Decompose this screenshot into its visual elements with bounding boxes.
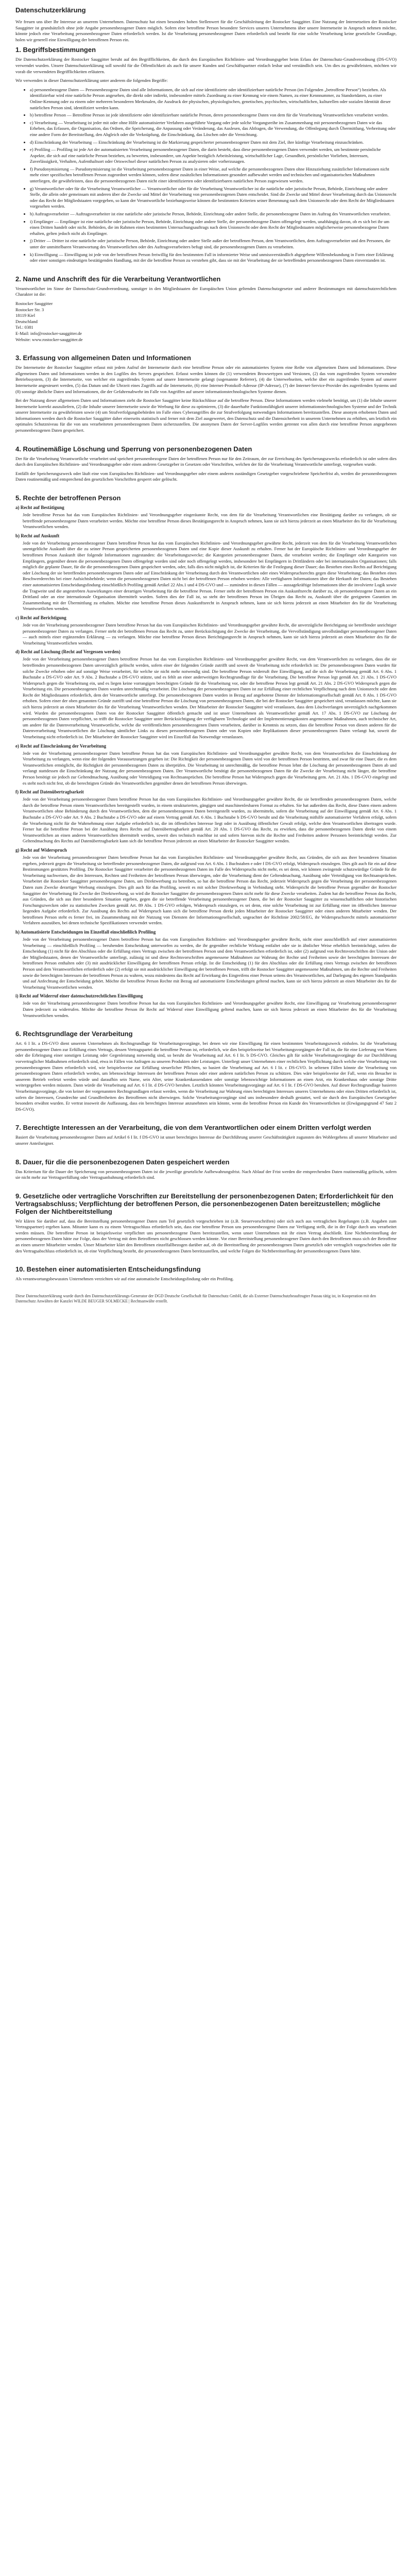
- right-text: Jede von der Verarbeitung personenbezogener Daten betroffene Person hat das vom Europäischen Richtlinien- und Verordnungsgeber gewährte Recht, die unverzügliche Berichtigung sie betreffender unrichtiger personenbezogener Daten zu verlangen. Ferner steht der betroffenen Person das Recht zu, unter Berücksichtigung der Zwecke der Verarbeitung, die Vervollständigung unvollständiger personenbezogener Daten — auch mittels einer ergänzenden Erklärung — zu verlangen. Möchte eine betroffene Person dieses Berichtigungsrecht in Anspruch nehmen, kann sie sich hierzu jederzeit an einen Mitarbeiter des für die Verarbeitung Verantwortlichen wenden.: [23, 622, 397, 646]
- right-text: Jede von der Verarbeitung personenbezogener Daten betroffene Person hat das vom Europäischen Richtlinien- und Verordnungsgeber gewährte Recht, eine Einwilligung zur Verarbeitung personenbezogener Daten jederzeit zu widerrufen. Möchte die betroffene Person ihr Recht auf Widerruf einer Einwilligung geltend machen, kann sie sich hierzu jederzeit an einen Mitarbeiter des für die Verarbeitung Verantwortlichen wenden.: [23, 1001, 397, 1018]
- right-text: Jede von der Verarbeitung personenbezogener Daten betroffene Person hat das vom Europäischen Richtlinien- und Verordnungsgeber gewährte Recht, jederzeit von dem für die Verarbeitung Verantwortlichen unentgeltliche Auskunft über die zu seiner Person gespeicherten personenbezogenen Daten und eine Kopie dieser Auskunft zu erhalten. Ferner hat der Europäische Richtlinien- und Verordnungsgeber der betroffenen Person Auskunft über folgende Informationen zugestanden: die Verarbeitungszwecke; die Kategorien personenbezogener Daten, die verarbeitet werden; die Empfänger oder Kategorien von Empfängern, gegenüber denen die personenbezogenen Daten offengelegt worden sind oder noch offengelegt werden, insbesondere bei Empfängern in Drittländern oder bei internationalen Organisationen; falls möglich die geplante Dauer, für die die personenbezogenen Daten gespeichert werden, oder, falls dies nicht möglich ist, die Kriterien für die Festlegung dieser Dauer; das Bestehen eines Rechts auf Berichtigung oder Löschung der sie betreffenden personenbezogenen Daten oder auf Einschränkung der Verarbeitung durch den Verantwortlichen oder eines Widerspruchsrechts gegen diese Verarbeitung; das Bestehen eines Beschwerderechts bei einer Aufsichtsbehörde; wenn die personenbezogenen Daten nicht bei der betroffenen Person erhoben werden: Alle verfügbaren Informationen über die Herkunft der Daten; das Bestehen einer automatisierten Entscheidungsfindung einschließlich Profiling gemäß Artikel 22 Abs.1 und 4 DS-GVO und — zumindest in diesen Fällen — aussagekräftige Informationen über die involvierte Logik sowie die Tragweite und die angestrebten Auswirkungen einer derartigen Verarbeitung für die betroffene Person. Ferner steht der betroffenen Person ein Auskunftsrecht darüber zu, ob personenbezogene Daten an ein Drittland oder an eine internationale Organisation übermittelt wurden. Sofern dies der Fall ist, so steht der betroffenen Person im Übrigen das Recht zu, Auskunft über die geeigneten Garantien im Zusammenhang mit der Übermittlung zu erhalten. Möchte eine betroffene Person dieses Auskunftsrecht in Anspruch nehmen, kann sie sich hierzu jederzeit an einen Mitarbeiter des für die Verarbeitung Verantwortlichen wenden.: [23, 540, 397, 612]
- right-heading: h) Automatisierte Entscheidungen im Einzelfall einschließlich Profiling: [15, 929, 156, 935]
- right-heading: c) Recht auf Berichtigung: [15, 615, 66, 620]
- address-line: Tel.: 0381: [15, 325, 33, 330]
- section-paragraph: Als verantwortungsbewusstes Unternehmen verzichten wir auf eine automatische Entscheidungsfindung oder ein Profiling.: [15, 1276, 234, 1282]
- right-heading: a) Recht auf Bestätigung: [15, 505, 64, 511]
- right-text: Jede von der Verarbeitung personenbezogener Daten betroffene Person hat das vom Europäischen Richtlinien- und Verordnungsgeber gewährte Recht, von dem Verantwortlichen zu verlangen, dass die sie betreffenden personenbezogenen Daten unverzüglich gelöscht werden, sofern einer der folgenden Gründe zutrifft und soweit die Verarbeitung nicht erforderlich ist: Die personenbezogenen Daten wurden für solche Zwecke erhoben oder auf sonstige Weise verarbeitet, für welche sie nicht mehr notwendig sind. Die betroffene Person widerruft ihre Einwilligung, auf die sich die Verarbeitung gemäß Art. 6 Abs. 1 Buchstabe a DS-GVO oder Art. 9 Abs. 2 Buchstabe a DS-GVO stützte, und es fehlt an einer anderweitigen Rechtsgrundlage für die Verarbeitung. Die betroffene Person legt gemäß Art. 21 Abs. 1 DS-GVO Widerspruch gegen die Verarbeitung ein, und es liegen keine vorrangigen berechtigten Gründe für die Verarbeitung vor, oder die betroffene Person legt gemäß Art. 21 Abs. 2 DS-GVO Widerspruch gegen die Verarbeitung ein. Die personenbezogenen Daten wurden unrechtmäßig verarbeitet. Die Löschung der personenbezogenen Daten ist zur Erfüllung einer rechtlichen Verpflichtung nach dem Unionsrecht oder dem Recht der Mitgliedstaaten erforderlich, dem der Verantwortliche unterliegt. Die personenbezogenen Daten wurden in Bezug auf angebotene Dienste der Informationsgesellschaft gemäß Art. 8 Abs. 1 DS-GVO erhoben. Sofern einer der oben genannten Gründe zutrifft und eine betroffene Person die Löschung von personenbezogenen Daten, die bei der Rostocker Sauggitter gespeichert sind, veranlassen möchte, kann sie sich hierzu jederzeit an einen Mitarbeiter des für die Verarbeitung Verantwortlichen wenden. Der Mitarbeiter der Rostocker Sauggitter wird veranlassen, dass dem Löschverlangen unverzüglich nachgekommen wird. Wurden die personenbezogenen Daten von der Rostocker Sauggitter öffentlich gemacht und ist unser Unternehmen als Verantwortlicher gemäß Art. 17 Abs. 1 DS-GVO zur Löschung der personenbezogenen Daten verpflichtet, so trifft die Rostocker Sauggitter unter Berücksichtigung der verfügbaren Technologie und der Implementierungskosten angemessene Maßnahmen, auch technischer Art, um andere für die Datenverarbeitung Verantwortliche, welche die veröffentlichten personenbezogenen Daten verarbeiten, darüber in Kenntnis zu setzen, dass die betroffene Person von diesen anderen für die Datenverarbeitung Verantwortlichen die Löschung sämtlicher Links zu diesen personenbezogenen Daten oder von Kopien oder Replikationen dieser personenbezogenen Daten verlangt hat, soweit die Verarbeitung nicht erforderlich ist. Der Mitarbeiter der Rostocker Sauggitter wird im Einzelfall das Notwendige veranlassen.: [23, 656, 397, 740]
- definition-item: • k) Einwilligung — Einwilligung ist jede von der betroffenen Person freiwillig für den bestimmten Fall in informierter Weise und unmissverständlich abgegebene Willensbekundung in Form einer Erklärung oder einer sonstigen eindeutigen bestätigenden Handlung, mit der die betroffene Person zu verstehen gibt, dass sie mit der Verarbeitung der sie betreffenden personenbezogenen Daten einverstanden ist.: [30, 252, 397, 264]
- definition-item: • d) Einschränkung der Verarbeitung — Einschränkung der Verarbeitung ist die Markierung gespeicherter personenbezogener Daten mit dem Ziel, ihre künftige Verarbeitung einzuschränken.: [30, 140, 397, 146]
- section: [15, 1158, 397, 1181]
- address-line: Rostocker Sauggitter: [15, 300, 53, 306]
- section: [15, 494, 397, 1019]
- definition-item: • e) Profiling — Profiling ist jede Art der automatisierten Verarbeitung personenbezogener Daten, die darin besteht, dass diese personenbezogenen Daten verwendet werden, um bestimmte persönliche Aspekte, die sich auf eine natürliche Person beziehen, zu bewerten, insbesondere, um Aspekte bezüglich Arbeitsleistung, wirtschaftlicher Lage, Gesundheit, persönlicher Vorlieben, Interessen, Zuverlässigkeit, Verhalten, Aufenthaltsort oder Ortswechsel dieser natürlichen Person zu analysieren oder vorherzusagen.: [30, 147, 397, 165]
- definitions-list: [15, 87, 397, 264]
- section-heading: 1. Begriffsbestimmungen: [15, 46, 96, 54]
- section: [15, 445, 397, 483]
- definition-item: • i) Empfänger — Empfänger ist eine natürliche oder juristische Person, Behörde, Einrichtung oder andere Stelle, der personenbezogene Daten offengelegt werden, unabhängig davon, ob es sich bei ihr um einen Dritten handelt oder nicht. Behörden, die im Rahmen eines bestimmten Untersuchungsauftrags nach dem Unionsrecht oder dem Recht der Mitgliedstaaten möglicherweise personenbezogene Daten erhalten, gelten jedoch nicht als Empfänger.: [30, 219, 397, 237]
- section-heading: 5. Rechte der betroffenen Person: [15, 494, 121, 502]
- section-paragraph: Basiert die Verarbeitung personenbezogener Daten auf Artikel 6 I lit. f DS-GVO ist unser berechtigtes Interesse die Durchführung unserer Geschäftstätigkeit zugunsten des Wohlergehens all unserer Mitarbeiter und unserer Anteilseigner.: [15, 1134, 397, 1146]
- controller-address: [15, 301, 397, 343]
- section-paragraph: Art. 6 I lit. a DS-GVO dient unserem Unternehmen als Rechtsgrundlage für Verarbeitungsvorgänge, bei denen wir eine Einwilligung für einen bestimmten Verarbeitungszweck einholen. Ist die Verarbeitung personenbezogener Daten zur Erfüllung eines Vertrags, dessen Vertragspartei die betroffene Person ist, erforderlich, wie dies beispielsweise bei Verarbeitungsvorgängen der Fall ist, die für eine Lieferung von Waren oder die Erbringung einer sonstigen Leistung oder Gegenleistung notwendig sind, so beruht die Verarbeitung auf Art. 6 I lit. b DS-GVO. Gleiches gilt für solche Verarbeitungsvorgänge die zur Durchführung vorvertraglicher Maßnahmen erforderlich sind, etwa in Fällen von Anfragen zu unseren Produkten oder Leistungen. Unterliegt unser Unternehmen einer rechtlichen Verpflichtung durch welche eine Verarbeitung von personenbezogenen Daten erforderlich wird, wie beispielsweise zur Erfüllung steuerlicher Pflichten, so basiert die Verarbeitung auf Art. 6 I lit. c DS-GVO. In seltenen Fällen könnte die Verarbeitung von personenbezogenen Daten erforderlich werden, um lebenswichtige Interessen der betroffenen Person oder einer anderen natürlichen Person zu schützen. Dies wäre beispielsweise der Fall, wenn ein Besucher in unserem Betrieb verletzt werden würde und daraufhin sein Name, sein Alter, seine Krankenkassendaten oder sonstige lebenswichtige Informationen an einen Arzt, ein Krankenhaus oder sonstige Dritte weitergegeben werden müssten. Dann würde die Verarbeitung auf Art. 6 I lit. d DS-GVO beruhen. Letztlich könnten Verarbeitungsvorgänge auf Art. 6 I lit. f DS-GVO beruhen. Auf dieser Rechtsgrundlage basieren Verarbeitungsvorgänge, die von keiner der vorgenannten Rechtsgrundlagen erfasst werden, wenn die Verarbeitung zur Wahrung eines berechtigten Interesses unseres Unternehmens oder eines Dritten erforderlich ist, sofern die Interessen, Grundrechte und Grundfreiheiten des Betroffenen nicht überwiegen. Solche Verarbeitungsvorgänge sind uns insbesondere deshalb gestattet, weil sie durch den Europäischen Gesetzgeber besonders erwähnt wurden. Er vertrat insoweit die Auffassung, dass ein berechtigtes Interesse anzunehmen sein könnte, wenn die betroffene Person ein Kunde des Verantwortlichen ist (Erwägungsgrund 47 Satz 2 DS-GVO).: [15, 1041, 397, 1112]
- right-text: Jede von der Verarbeitung personenbezogener Daten betroffene Person hat das vom Europäischen Richtlinien- und Verordnungsgeber gewährte Recht, die sie betreffenden personenbezogenen Daten, welche durch die betroffene Person einem Verantwortlichen bereitgestellt wurden, in einem strukturierten, gängigen und maschinenlesbaren Format zu erhalten. Sie hat außerdem das Recht, diese Daten einem anderen Verantwortlichen ohne Behinderung durch den Verantwortlichen, dem die personenbezogenen Daten bereitgestellt wurden, zu übermitteln, sofern die Verarbeitung auf der Einwilligung gemäß Art. 6 Abs. 1 Buchstabe a DS-GVO oder Art. 9 Abs. 2 Buchstabe a DS-GVO oder auf einem Vertrag gemäß Art. 6 Abs. 1 Buchstabe b DS-GVO beruht und die Verarbeitung mithilfe automatisierter Verfahren erfolgt, sofern die Verarbeitung nicht für die Wahrnehmung einer Aufgabe erforderlich ist, die im öffentlichen Interesse liegt oder in Ausübung öffentlicher Gewalt erfolgt, welche dem Verantwortlichen übertragen wurde. Ferner hat die betroffene Person bei der Ausübung ihres Rechts auf Datenübertragbarkeit gemäß Art. 20 Abs. 1 DS-GVO das Recht, zu erwirken, dass die personenbezogenen Daten direkt von einem Verantwortlichen an einen anderen Verantwortlichen übermittelt werden, soweit dies technisch machbar ist und sofern hiervon nicht die Rechte und Freiheiten anderer Personen beeinträchtigt werden. Zur Geltendmachung des Rechts auf Datenübertragbarkeit kann sich die betroffene Person jederzeit an einen Mitarbeiter der Rostocker Sauggitter wenden.: [23, 796, 397, 844]
- section: [15, 354, 397, 434]
- address-line[interactable]: E-Mail: info@rostocker-sauggitter.de: [15, 330, 82, 336]
- section-heading: 2. Name und Anschrift des für die Verarbeitung Verantwortlichen: [15, 275, 221, 283]
- section-heading: 8. Dauer, für die die personenbezogenen Daten gespeichert werden: [15, 1158, 230, 1166]
- address-line: 18119 Kiel: [15, 313, 36, 318]
- right-heading: i) Recht auf Widerruf einer datenschutzrechtlichen Einwilligung: [15, 993, 143, 999]
- privacy-policy-page: [15, 0, 397, 1304]
- section-paragraph: Verantwortlicher im Sinne der Datenschutz-Grundverordnung, sonstiger in den Mitgliedstaaten der Europäischen Union geltenden Datenschutzgesetze und anderer Bestimmungen mit datenschutzrechtlichem Charakter ist die:: [15, 285, 397, 297]
- intro-paragraph: Wir freuen uns über Ihr Interesse an unserem Unternehmen. Datenschutz hat einen besonders hohen Stellenwert für die Geschäftsleitung der Rostocker Sauggitter. Eine Nutzung der Internetseiten der Rostocker Sauggitter ist grundsätzlich ohne jede Angabe personenbezogener Daten möglich. Sofern eine betroffene Person besondere Services unseres Unternehmens über unsere Internetseite in Anspruch nehmen möchte, könnte jedoch eine Verarbeitung personenbezogener Daten erforderlich werden. Ist die Verarbeitung personenbezogener Daten erforderlich und besteht für eine solche Verarbeitung keine gesetzliche Grundlage, holen wir generell eine Einwilligung der betroffenen Person ein.: [15, 19, 397, 42]
- section-heading: 7. Berechtigte Interessen an der Verarbeitung, die von dem Verantwortlichen oder einem Dritten verfolgt werden: [15, 1124, 371, 1132]
- address-line[interactable]: Website: www.rostocker-sauggitter.de: [15, 336, 83, 342]
- document-title: Datenschutzerklärung: [15, 6, 86, 14]
- section: [15, 46, 397, 263]
- section-heading: 9. Gesetzliche oder vertragliche Vorschriften zur Bereitstellung der personenbezogenen Daten; Erforderlichkeit für den Vertragsabschluss; Verpflichtung der betroffenen Person, die personenbezogenen Daten bereitzustellen; mögliche Folgen der Nichtbereitstellung: [15, 1192, 393, 1215]
- section: [15, 1192, 397, 1255]
- definition-item: • c) Verarbeitung — Verarbeitung ist jeder mit oder ohne Hilfe automatisierter Verfahren ausgeführte Vorgang oder jede solche Vorgangsreihe im Zusammenhang mit personenbezogenen Daten wie das Erheben, das Erfassen, die Organisation, das Ordnen, die Speicherung, die Anpassung oder Veränderung, das Auslesen, das Abfragen, die Verwendung, die Offenlegung durch Übermittlung, Verbreitung oder eine andere Form der Bereitstellung, den Abgleich oder die Verknüpfung, die Einschränkung, das Löschen oder die Vernichtung.: [30, 120, 397, 138]
- right-heading: e) Recht auf Einschränkung der Verarbeitung: [15, 743, 107, 749]
- section-paragraph: Die Internetseite der Rostocker Sauggitter erfasst mit jedem Aufruf der Internetseite durch eine betroffene Person oder ein automatisiertes System eine Reihe von allgemeinen Daten und Informationen. Diese allgemeinen Daten und Informationen werden in den Logfiles des Servers gespeichert. Erfasst werden können die (1) verwendeten Browsertypen und Versionen, (2) das vom zugreifenden System verwendete Betriebssystem, (3) die Internetseite, von welcher ein zugreifendes System auf unsere Internetseite gelangt (sogenannte Referrer), (4) die Unterwebseiten, welche über ein zugreifendes System auf unserer Internetseite angesteuert werden, (5) das Datum und die Uhrzeit eines Zugriffs auf die Internetseite, (6) eine Internet-Protokoll-Adresse (IP-Adresse), (7) der Internet-Service-Provider des zugreifenden Systems und (8) sonstige ähnliche Daten und Informationen, die der Gefahrenabwehr im Falle von Angriffen auf unsere informationstechnologischen Systeme dienen.: [15, 365, 397, 394]
- definition-item: • b) betroffene Person — Betroffene Person ist jede identifizierte oder identifizierbare natürliche Person, deren personenbezogene Daten von dem für die Verarbeitung Verantwortlichen verarbeitet werden.: [30, 112, 397, 118]
- definition-item: • f) Pseudonymisierung — Pseudonymisierung ist die Verarbeitung personenbezogener Daten in einer Weise, auf welche die personenbezogenen Daten ohne Hinzuziehung zusätzlicher Informationen nicht mehr einer spezifischen betroffenen Person zugeordnet werden können, sofern diese zusätzlichen Informationen gesondert aufbewahrt werden und technischen und organisatorischen Maßnahmen unterliegen, die gewährleisten, dass die personenbezogenen Daten nicht einer identifizierten oder identifizierbaren natürlichen Person zugewiesen werden.: [30, 166, 397, 184]
- section: [15, 1030, 397, 1112]
- section-heading: 4. Routinemäßige Löschung und Sperrung von personenbezogenen Daten: [15, 445, 252, 453]
- section-paragraph: Entfällt der Speicherungszweck oder läuft eine vom Europäischen Richtlinien- und Verordnungsgeber oder einem anderen zuständigen Gesetzgeber vorgeschriebene Speicherfrist ab, werden die personenbezogenen Daten routinemäßig und entsprechend den gesetzlichen Vorschriften gesperrt oder gelöscht.: [15, 470, 397, 482]
- address-line: Rostocker Str. 3: [15, 307, 44, 312]
- section-paragraph: Wir klären Sie darüber auf, dass die Bereitstellung personenbezogener Daten zum Teil gesetzlich vorgeschrieben ist (z.B. Steuervorschriften) oder sich auch aus vertraglichen Regelungen (z.B. Angaben zum Vertragspartner) ergeben kann. Mitunter kann es zu einem Vertragsschluss erforderlich sein, dass eine betroffene Person uns personenbezogene Daten zur Verfügung stellt, die in der Folge durch uns verarbeitet werden müssen. Die betroffene Person ist beispielsweise verpflichtet uns personenbezogene Daten bereitzustellen, wenn unser Unternehmen mit ihr einen Vertrag abschließt. Eine Nichtbereitstellung der personenbezogenen Daten hätte zur Folge, dass der Vertrag mit dem Betroffenen nicht geschlossen werden könnte. Vor einer Bereitstellung personenbezogener Daten durch den Betroffenen muss sich der Betroffene an einen unserer Mitarbeiter wenden. Unser Mitarbeiter klärt den Betroffenen einzelfallbezogen darüber auf, ob die Bereitstellung der personenbezogenen Daten gesetzlich oder vertraglich vorgeschrieben oder für den Vertragsabschluss erforderlich ist, ob eine Verpflichtung besteht, die personenbezogenen Daten bereitzustellen, und welche Folgen die Nichtbereitstellung der personenbezogenen Daten hätte.: [15, 1218, 397, 1253]
- section-heading: 3. Erfassung von allgemeinen Daten und Informationen: [15, 354, 191, 362]
- right-text: Jede von der Verarbeitung personenbezogener Daten betroffene Person hat das vom Europäischen Richtlinien- und Verordnungsgeber gewährte Recht, aus Gründen, die sich aus ihrer besonderen Situation ergeben, jederzeit gegen die Verarbeitung sie betreffender personenbezogener Daten, die aufgrund von Art. 6 Abs. 1 Buchstaben e oder f DS-GVO erfolgt, Widerspruch einzulegen. Dies gilt auch für ein auf diese Bestimmungen gestütztes Profiling. Die Rostocker Sauggitter verarbeitet die personenbezogenen Daten im Falle des Widerspruchs nicht mehr, es sei denn, wir können zwingende schutzwürdige Gründe für die Verarbeitung nachweisen, die den Interessen, Rechten und Freiheiten der betroffenen Person überwiegen, oder die Verarbeitung dient der Geltendmachung, Ausübung oder Verteidigung von Rechtsansprüchen. Verarbeitet die Rostocker Sauggitter personenbezogene Daten, um Direktwerbung zu betreiben, so hat die betroffene Person das Recht, jederzeit Widerspruch gegen die Verarbeitung der personenbezogenen Daten zum Zwecke derartiger Werbung einzulegen. Dies gilt auch für das Profiling, soweit es mit solcher Direktwerbung in Verbindung steht. Widerspricht die betroffene Person gegenüber der Rostocker Sauggitter der Verarbeitung für Zwecke der Direktwerbung, so wird die Rostocker Sauggitter die personenbezogenen Daten nicht mehr für diese Zwecke verarbeiten. Zudem hat die betroffene Person das Recht, aus Gründen, die sich aus ihrer besonderen Situation ergeben, gegen die sie betreffende Verarbeitung personenbezogener Daten, die bei der Rostocker Sauggitter zu wissenschaftlichen oder historischen Forschungszwecken oder zu statistischen Zwecken gemäß Art. 89 Abs. 1 DS-GVO erfolgen, Widerspruch einzulegen, es sei denn, eine solche Verarbeitung ist zur Erfüllung einer im öffentlichen Interesse liegenden Aufgabe erforderlich. Zur Ausübung des Rechts auf Widerspruch kann sich die betroffene Person direkt jeden Mitarbeiter der Rostocker Sauggitter oder einen anderen Mitarbeiter wenden. Der betroffenen Person steht es ferner frei, im Zusammenhang mit der Nutzung von Diensten der Informationsgesellschaft, ungeachtet der Richtlinie 2002/58/EG, ihr Widerspruchsrecht mittels automatisierter Verfahren auszuüben, bei denen technische Spezifikationen verwendet werden.: [23, 854, 397, 926]
- definition-item: • h) Auftragsverarbeiter — Auftragsverarbeiter ist eine natürliche oder juristische Person, Behörde, Einrichtung oder andere Stelle, die personenbezogene Daten im Auftrag des Verantwortlichen verarbeitet.: [30, 211, 397, 217]
- section-paragraph: Bei der Nutzung dieser allgemeinen Daten und Informationen zieht die Rostocker Sauggitter keine Rückschlüsse auf die betroffene Person. Diese Informationen werden vielmehr benötigt, um (1) die Inhalte unserer Internetseite korrekt auszuliefern, (2) die Inhalte unserer Internetseite sowie die Werbung für diese zu optimieren, (3) die dauerhafte Funktionsfähigkeit unserer informationstechnologischen Systeme und der Technik unserer Internetseite zu gewährleisten sowie (4) um Strafverfolgungsbehörden im Falle eines Cyberangriffes die zur Strafverfolgung notwendigen Informationen bereitzustellen. Diese anonym erhobenen Daten und Informationen werden durch die Rostocker Sauggitter daher einerseits statistisch und ferner mit dem Ziel ausgewertet, den Datenschutz und die Datensicherheit in unserem Unternehmen zu erhöhen, um letztlich ein optimales Schutzniveau für die von uns verarbeiteten personenbezogenen Daten sicherzustellen. Die anonymen Daten der Server-Logfiles werden getrennt von allen durch eine betroffene Person angegebenen personenbezogenen Daten gespeichert.: [15, 398, 397, 433]
- right-text: Jede betroffene Person hat das vom Europäischen Richtlinien- und Verordnungsgeber eingeräumte Recht, von dem für die Verarbeitung Verantwortlichen eine Bestätigung darüber zu verlangen, ob sie betreffende personenbezogene Daten verarbeitet werden. Möchte eine betroffene Person dieses Bestätigungsrecht in Anspruch nehmen, kann sie sich hierzu jederzeit an einen Mitarbeiter des für die Verarbeitung Verantwortlichen wenden.: [23, 512, 397, 530]
- section-heading: 10. Bestehen einer automatisierten Entscheidungsfindung: [15, 1265, 201, 1274]
- section: [15, 1265, 397, 1282]
- right-text: Jede von der Verarbeitung personenbezogener Daten betroffene Person hat das vom Europäischen Richtlinien- und Verordnungsgeber gewährte Recht, nicht einer ausschließlich auf einer automatisierten Verarbeitung — einschließlich Profiling — beruhenden Entscheidung unterworfen zu werden, die ihr gegenüber rechtliche Wirkung entfaltet oder sie in ähnlicher Weise erheblich beeinträchtigt, sofern die Entscheidung (1) nicht für den Abschluss oder die Erfüllung eines Vertrags zwischen der betroffenen Person und dem Verantwortlichen erforderlich ist, oder (2) aufgrund von Rechtsvorschriften der Union oder der Mitgliedstaaten, denen der Verantwortliche unterliegt, zulässig ist und diese Rechtsvorschriften angemessene Maßnahmen zur Wahrung der Rechte und Freiheiten sowie der berechtigten Interessen der betroffenen Person enthalten oder (3) mit ausdrücklicher Einwilligung der betroffenen Person erfolgt. Ist die Entscheidung (1) für den Abschluss oder die Erfüllung eines Vertrags zwischen der betroffenen Person und dem Verantwortlichen erforderlich oder (2) erfolgt sie mit ausdrücklicher Einwilligung der betroffenen Person, trifft die Rostocker Sauggitter angemessene Maßnahmen, um die Rechte und Freiheiten sowie die berechtigten Interessen der betroffenen Person zu wahren, wozu mindestens das Recht auf Erwirkung des Eingreifens einer Person seitens des Verantwortlichen, auf Darlegung des eigenen Standpunkts und auf Anfechtung der Entscheidung gehört. Möchte die betroffene Person Rechte mit Bezug auf automatisierte Entscheidungen geltend machen, kann sie sich hierzu jederzeit an einen Mitarbeiter des für die Verarbeitung Verantwortlichen wenden.: [23, 937, 397, 990]
- section-heading: 6. Rechtsgrundlage der Verarbeitung: [15, 1030, 133, 1038]
- section-paragraph: Wir verwenden in dieser Datenschutzerklärung unter anderem die folgenden Begriffe:: [15, 78, 168, 83]
- section-paragraph: Der für die Verarbeitung Verantwortliche verarbeitet und speichert personenbezogene Daten der betroffenen Person nur für den Zeitraum, der zur Erreichung des Speicherungszwecks erforderlich ist oder sofern dies durch den Europäischen Richtlinien- und Verordnungsgeber oder einen anderen Gesetzgeber in Gesetzen oder Vorschriften, welchen der für die Verarbeitung Verantwortliche unterliegt, vorgesehen wurde.: [15, 455, 397, 467]
- sections-container: [15, 46, 397, 1282]
- right-heading: b) Recht auf Auskunft: [15, 533, 60, 538]
- definition-item: • a) personenbezogene Daten — Personenbezogene Daten sind alle Informationen, die sich auf eine identifizierte oder identifizierbare natürliche Person (im Folgenden „betroffene Person“) beziehen. Als identifizierbar wird eine natürliche Person angesehen, die direkt oder indirekt, insbesondere mittels Zuordnung zu einer Kennung wie einem Namen, zu einer Kennnummer, zu Standortdaten, zu einer Online-Kennung oder zu einem oder mehreren besonderen Merkmalen, die Ausdruck der physischen, physiologischen, genetischen, psychischen, wirtschaftlichen, kulturellen oder sozialen Identität dieser natürlichen Person sind, identifiziert werden kann.: [30, 87, 397, 111]
- section-paragraph: Das Kriterium für die Dauer der Speicherung von personenbezogenen Daten ist die jeweilige gesetzliche Aufbewahrungsfrist. Nach Ablauf der Frist werden die entsprechenden Daten routinemäßig gelöscht, sofern sie nicht mehr zur Vertragserfüllung oder Vertragsanbahnung erforderlich sind.: [15, 1168, 397, 1180]
- right-heading: f) Recht auf Datenübertragbarkeit: [15, 789, 84, 795]
- definition-item: • j) Dritter — Dritter ist eine natürliche oder juristische Person, Behörde, Einrichtung oder andere Stelle außer der betroffenen Person, dem Verantwortlichen, dem Auftragsverarbeiter und den Personen, die unter der unmittelbaren Verantwortung des Verantwortlichen oder des Auftragsverarbeiters befugt sind, die personenbezogenen Daten zu verarbeiten.: [30, 238, 397, 250]
- section-paragraph: Die Datenschutzerklärung der Rostocker Sauggitter beruht auf den Begrifflichkeiten, die durch den Europäischen Richtlinien- und Verordnungsgeber beim Erlass der Datenschutz-Grundverordnung (DS-GVO) verwendet wurden. Unsere Datenschutzerklärung soll sowohl für die Öffentlichkeit als auch für unsere Kunden und Geschäftspartner einfach lesbar und verständlich sein. Um dies zu gewährleisten, möchten wir vorab die verwendeten Begrifflichkeiten erläutern.: [15, 57, 397, 74]
- right-heading: d) Recht auf Löschung (Recht auf Vergessen werden): [15, 649, 121, 655]
- right-heading: g) Recht auf Widerspruch: [15, 847, 67, 853]
- right-text: Jede von der Verarbeitung personenbezogener Daten betroffene Person hat das vom Europäischen Richtlinien- und Verordnungsgeber gewährte Recht, von dem Verantwortlichen die Einschränkung der Verarbeitung zu verlangen, wenn eine der folgenden Voraussetzungen gegeben ist: Die Richtigkeit der personenbezogenen Daten wird von der betroffenen Person bestritten, und zwar für eine Dauer, die es dem Verantwortlichen ermöglicht, die Richtigkeit der personenbezogenen Daten zu überprüfen. Die Verarbeitung ist unrechtmäßig, die betroffene Person lehnt die Löschung der personenbezogenen Daten ab und verlangt stattdessen die Einschränkung der Nutzung der personenbezogenen Daten. Der Verantwortliche benötigt die personenbezogenen Daten für die Zwecke der Verarbeitung nicht länger, die betroffene Person benötigt sie jedoch zur Geltendmachung, Ausübung oder Verteidigung von Rechtsansprüchen. Die betroffene Person hat Widerspruch gegen die Verarbeitung gem. Art. 21 Abs. 1 DS-GVO eingelegt und es steht noch nicht fest, ob die berechtigten Gründe des Verantwortlichen gegenüber denen der betroffenen Person überwiegen.: [23, 750, 397, 786]
- section: [15, 275, 397, 343]
- section: [15, 1124, 397, 1146]
- address-line: Deutschland: [15, 318, 38, 324]
- definition-item: • g) Verantwortlicher oder für die Verarbeitung Verantwortlicher — Verantwortlicher oder für die Verarbeitung Verantwortlicher ist die natürliche oder juristische Person, Behörde, Einrichtung oder andere Stelle, die allein oder gemeinsam mit anderen über die Zwecke und Mittel der Verarbeitung von personenbezogenen Daten entscheidet. Sind die Zwecke und Mittel dieser Verarbeitung durch das Unionsrecht oder das Recht der Mitgliedstaaten vorgegeben, so kann der Verantwortliche beziehungsweise können die bestimmten Kriterien seiner Benennung nach dem Unionsrecht oder dem Recht der Mitgliedstaaten vorgesehen werden.: [30, 186, 397, 210]
- footer-note: Diese Datenschutzerklärung wurde durch den Datenschutzerklärungs-Generator der DGD Deutsche Gesellschaft für Datenschutz GmbH, die als Externer Datenschutzbeauftragter Passau tätig ist, in Kooperation mit den Datenschutz Anwälten der Kanzlei WILDE BEUGER SOLMECKE | Rechtsanwälte erstellt.: [15, 1293, 376, 1304]
